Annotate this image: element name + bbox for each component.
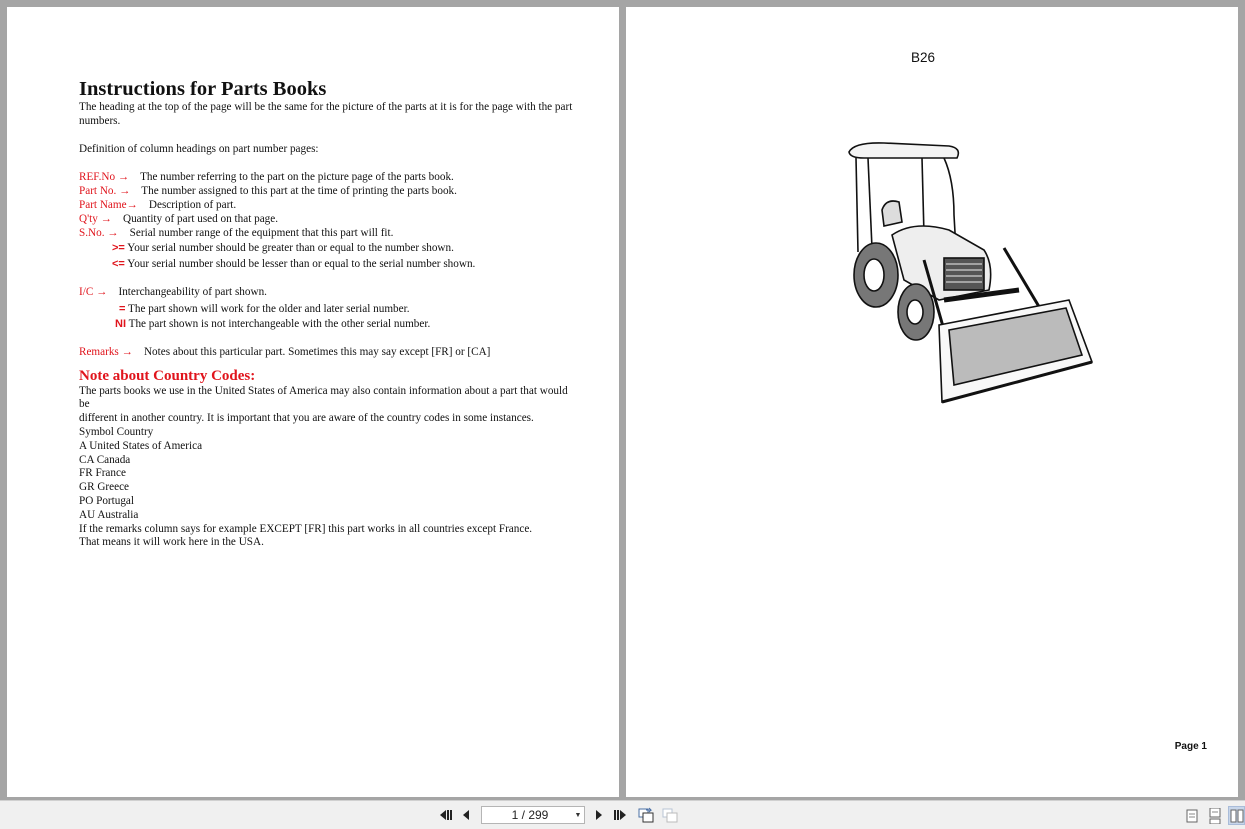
definitions-list — [79, 170, 579, 271]
pdf-page-right — [626, 7, 1238, 797]
country-usa: A United States of America — [79, 439, 203, 452]
definition-heading: Definition of column headings on part number pages: — [79, 142, 319, 155]
page-title: Instructions for Parts Books — [79, 78, 327, 100]
definition-part-no: Part No. → The number assigned to this part at the time of printing the parts book. — [79, 185, 457, 198]
country-text-2: different in another country. It is important that you are aware of the country codes in some instances. — [79, 412, 534, 425]
two-page-icon — [1230, 809, 1244, 823]
tractor-illustration — [844, 140, 1094, 405]
country-greece: GR Greece — [79, 481, 130, 494]
country-table-header: Symbol Country — [79, 425, 154, 438]
definition-qty: Q'ty → Quantity of part used on that page. — [79, 213, 279, 226]
definition-ref-no: REF.No → The number referring to the part on the picture page of the parts book. — [79, 171, 454, 184]
first-page-button[interactable] — [437, 807, 453, 823]
page-number-select[interactable] — [481, 806, 585, 824]
next-page-button[interactable] — [591, 807, 607, 823]
previous-view-button[interactable] — [638, 807, 654, 823]
country-text-1: The parts books we use in the United States of America may also contain information about a part that would be — [79, 384, 568, 411]
next-page-icon — [594, 809, 604, 821]
single-page-icon — [1186, 809, 1198, 823]
definition-remarks: Remarks → Notes about this particular part. Sometimes this may say except [FR] or [CA] — [79, 345, 491, 358]
pdf-navigation-toolbar — [0, 800, 1245, 829]
country-portugal: PO Portugal — [79, 494, 135, 507]
previous-view-icon — [638, 807, 654, 823]
country-codes-heading: Note about Country Codes: — [79, 367, 256, 384]
view-continuous-button[interactable] — [1206, 806, 1224, 825]
next-view-button[interactable] — [662, 807, 678, 823]
closing-text-2: That means it will work here in the USA. — [79, 536, 264, 549]
model-label: B26 — [911, 50, 936, 65]
view-two-page-button[interactable] — [1228, 806, 1245, 825]
last-page-button[interactable] — [613, 807, 629, 823]
view-single-page-button[interactable] — [1183, 806, 1201, 825]
serial-rule-lte: <= Your serial number should be lesser than or equal to the serial number shown. — [112, 258, 476, 271]
definition-ic: I/C → Interchangeability of part shown. — [79, 286, 267, 299]
next-view-icon — [662, 807, 678, 823]
previous-page-icon — [461, 809, 471, 821]
pdf-page-left — [7, 7, 619, 797]
ic-rule-ni: NI The part shown is not interchangeable with the other serial number. — [115, 317, 431, 330]
continuous-page-icon — [1209, 808, 1221, 824]
closing-text-1: If the remarks column says for example EXCEPT [FR] this part works in all countries except France. — [79, 522, 533, 535]
country-australia: AU Australia — [79, 508, 139, 521]
last-page-icon — [614, 809, 628, 821]
chevron-down-icon: ▼ — [574, 811, 582, 819]
serial-rule-gte: >= Your serial number should be greater than or equal to the number shown. — [112, 242, 454, 255]
definition-serial-no: S.No. → Serial number range of the equipment that this part will fit. — [79, 227, 394, 240]
intro-text: The heading at the top of the page will be the same for the picture of the parts at it is for the page with the part numbers. — [79, 101, 573, 127]
instructions-content — [79, 77, 579, 550]
country-canada: CA Canada — [79, 453, 131, 466]
country-france: FR France — [79, 467, 126, 480]
ic-rule-equal: = The part shown will work for the older and later serial number. — [119, 303, 410, 316]
page-number-label: Page 1 — [1174, 741, 1207, 752]
previous-page-button[interactable] — [458, 807, 474, 823]
definition-part-name: Part Name→ Description of part. — [79, 199, 237, 212]
page-number-value: 1 / 299 — [511, 808, 549, 822]
first-page-icon — [438, 809, 452, 821]
